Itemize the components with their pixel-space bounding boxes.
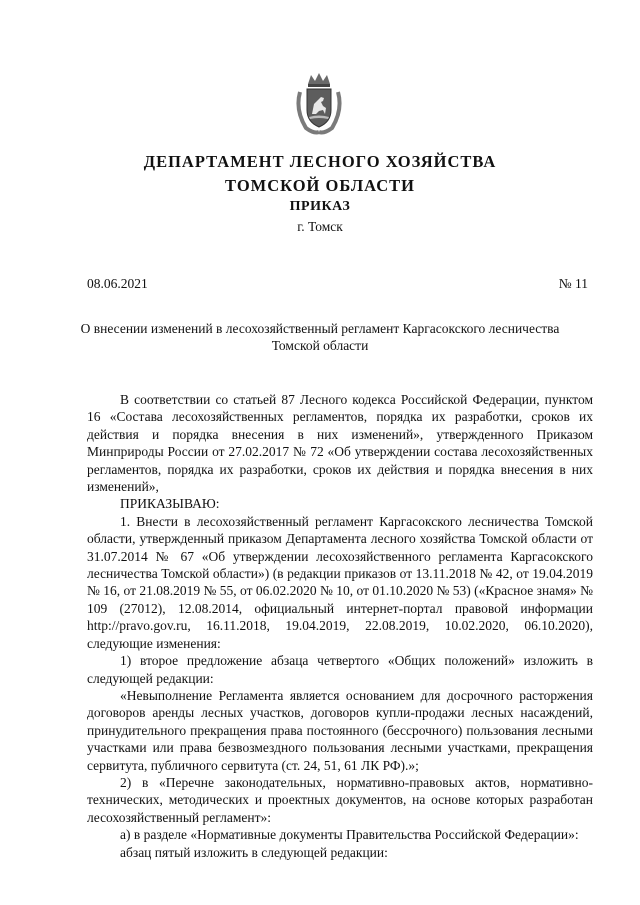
preamble-paragraph: В соответствии со статьей 87 Лесного кодекса Российской Федерации, пунктом 16 «Состава лесохозяйственных регламентов, порядка их разработки, сроков их действия и порядка внесения в них изменений», утвержденного Приказом Минприроды России от 27.02.2017 № 72 «Об утверждении состава лесохозяйственных регламентов, порядка их разработки, сроков их действия и порядка внесения в них изменений», — [87, 392, 593, 495]
body-paragraph: а) в разделе «Нормативные документы Правительства Российской Федерации»: — [120, 827, 579, 843]
organization-name-line1: ДЕПАРТАМЕНТ ЛЕСНОГО ХОЗЯЙСТВА — [143, 152, 497, 171]
order-subject — [70, 320, 570, 354]
subject-line: О внесении изменений в лесохозяйственный регламент Каргасокского лесничества — [80, 321, 560, 336]
body-paragraph: 1) второе предложение абзаца четвертого «Общих положений» изложить в следующей редакции: — [87, 653, 593, 686]
order-body — [87, 391, 593, 861]
order-keyword: ПРИКАЗЫВАЮ: — [120, 496, 220, 512]
organization-name-line2: ТОМСКОЙ ОБЛАСТИ — [225, 176, 415, 195]
order-number: № 11 — [558, 276, 588, 291]
order-date: 08.06.2021 — [87, 276, 148, 291]
tomsk-coat-of-arms-icon — [294, 70, 344, 136]
document-type: ПРИКАЗ — [289, 199, 351, 214]
body-paragraph: абзац пятый изложить в следующей редакции: — [120, 844, 388, 860]
subject-line: Томской области — [271, 338, 369, 353]
city: г. Томск — [297, 219, 343, 234]
body-paragraph: 2) в «Перечне законодательных, нормативно-правовых актов, нормативно-технических, методических и проектных документов, на основе которых разработан лесохозяйственный регламент»: — [87, 774, 593, 825]
body-paragraph: «Невыполнение Регламента является основанием для досрочного расторжения договоров аренды лесных участков, договоров купли-продажи лесных насаждений, принудительного прекращения права постоянного (бессрочного) пользования лесными участками или права безвозмездного пользования лесными участками, прекращения сервитута, публичного сервитута (ст. 24, 51, 61 ЛК РФ).»; — [87, 687, 593, 773]
body-paragraph: 1. Внести в лесохозяйственный регламент Каргасокского лесничества Томской области, утвержденный приказом Департамента лесного хозяйства Томской области от 31.07.2014 № 67 «Об утверждении лесохозяйственного регламента Каргасокского лесничества Томской области») (в редакции приказов от 13.11.2018 № 42, от 19.04.2019 № 16, от 21.08.2019 № 55, от 06.02.2020 № 10, от 01.10.2020 № 53) («Красное знамя» № 109 (27012), 12.08.2014, официальный интернет-портал правовой информации http://pravo.gov.ru, 16.11.2018, 19.04.2019, 22.08.2019, 10.02.2020, 06.10.2020), следующие изменения: — [87, 513, 593, 651]
